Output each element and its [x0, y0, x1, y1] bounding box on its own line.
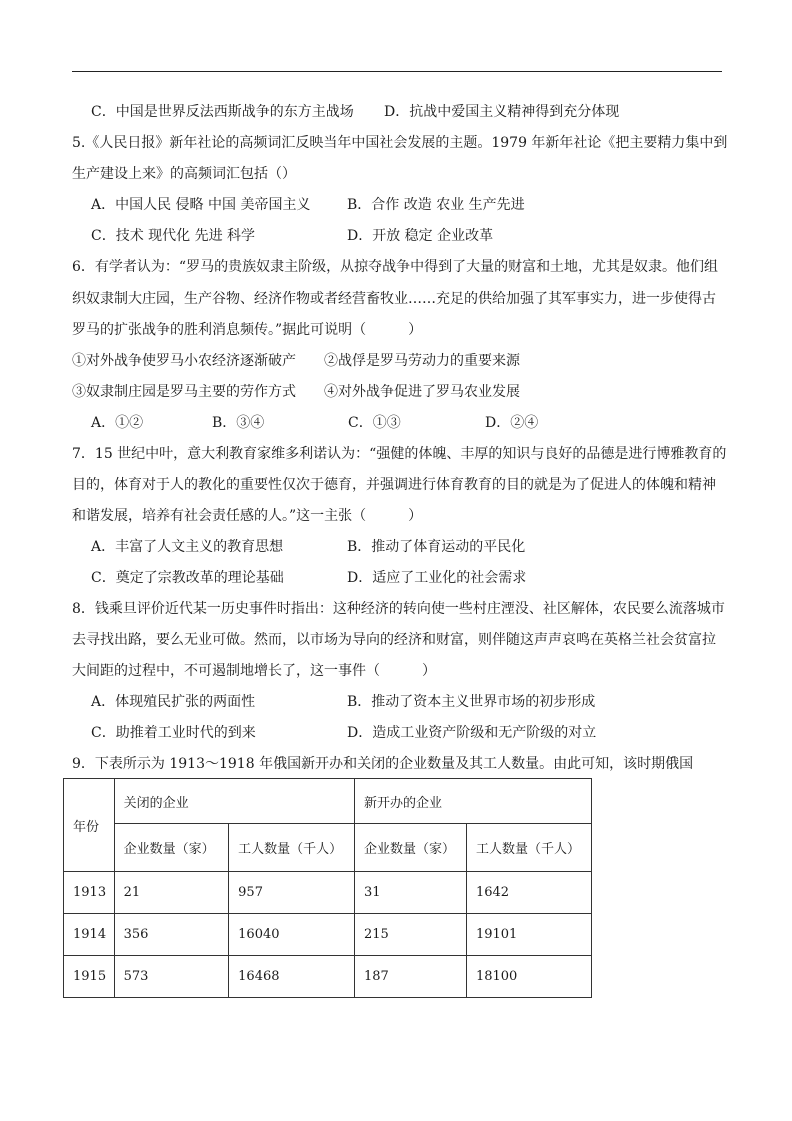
q7-option-c: C．奠定了宗教改革的理论基础 [91, 570, 284, 586]
closed-count: 356 [114, 914, 229, 956]
year-header: 年份 [64, 779, 115, 872]
q8-option-c: C．助推着工业时代的到来 [91, 725, 256, 741]
opened-count-header: 企业数量（家） [354, 824, 466, 872]
q6-stem-line-1: 6．有学者认为：“罗马的贵族奴隶主阶级，从掠夺战争中得到了大量的财富和土地，尤其是奴隶。他们组 [72, 259, 719, 275]
q8-option-a: A．体现殖民扩张的两面性 [91, 694, 256, 710]
opened-workers: 18100 [466, 956, 591, 998]
q7-stem-line-1: 7．15 世纪中叶，意大利教育家维多利诺认为：“强健的体魄、丰厚的知识与良好的品德是进行博雅教育的 [72, 446, 727, 462]
header-rule [72, 71, 722, 72]
q6-item-2: ②战俘是罗马劳动力的重要来源 [324, 353, 520, 369]
closed-count: 21 [114, 872, 229, 914]
q8-option-b: B．推动了资本主义世界市场的初步形成 [347, 694, 596, 710]
enterprise-table [63, 778, 592, 998]
q6-option-a: A．①② [91, 415, 144, 431]
q7-option-d: D．适应了工业化的社会需求 [347, 570, 527, 586]
opened-workers: 1642 [466, 872, 591, 914]
table-header-row [64, 779, 592, 824]
opened-workers: 19101 [466, 914, 591, 956]
q7-option-b: B．推动了体育运动的平民化 [347, 539, 526, 555]
q8-stem-line-2: 去寻找出路，要么无业可做。然而，以市场为导向的经济和财富，则伴随这声声哀鸣在英格兰社会贫富拉 [72, 632, 716, 648]
table-row [64, 956, 592, 998]
opened-enterprises-header: 新开办的企业 [354, 779, 591, 824]
table-subheader-row [64, 824, 592, 872]
q7-option-a: A．丰富了人文主义的教育思想 [91, 539, 284, 555]
q6-option-d: D．②④ [485, 415, 539, 431]
q7-stem-line-2: 目的，体育对于人的教化的重要性仅次于德育，并强调进行体育教育的目的就是为了促进人的体魄和精神 [72, 477, 716, 493]
q5-stem-line-1: 5.《人民日报》新年社论的高频词汇反映当年中国社会发展的主题。1979 年新年社论《把主要精力集中到 [72, 135, 728, 151]
closed-count: 573 [114, 956, 229, 998]
q8-option-d: D．造成工业资产阶级和无产阶级的对立 [347, 725, 597, 741]
q6-item-3: ③奴隶制庄园是罗马主要的劳作方式 [72, 384, 296, 400]
row-year: 1914 [64, 914, 115, 956]
opened-count: 215 [354, 914, 466, 956]
q6-option-b: B．③④ [212, 415, 265, 431]
q6-item-1: ①对外战争使罗马小农经济逐渐破产 [72, 353, 296, 369]
q9-stem-line-1: 9．下表所示为 1913～1918 年俄国新开办和关闭的企业数量及其工人数量。由此可知，该时期俄国 [72, 756, 694, 772]
row-year: 1915 [64, 956, 115, 998]
q6-stem-line-3: 罗马的扩张战争的胜利消息频传。”据此可说明（ ） [72, 322, 423, 338]
closed-count-header: 企业数量（家） [114, 824, 229, 872]
closed-enterprises-header: 关闭的企业 [114, 779, 354, 824]
q6-item-4: ④对外战争促进了罗马农业发展 [324, 384, 520, 400]
q4-option-c: C．中国是世界反法西斯战争的东方主战场 [91, 104, 354, 120]
table-row [64, 872, 592, 914]
q5-option-c: C．技术 现代化 先进 科学 [91, 228, 256, 244]
opened-count: 31 [354, 872, 466, 914]
q4-option-d: D．抗战中爱国主义精神得到充分体现 [384, 104, 620, 120]
table-row [64, 914, 592, 956]
closed-workers-header: 工人数量（千人） [229, 824, 355, 872]
q5-stem-line-2: 生产建设上来》的高频词汇包括（） [72, 166, 296, 182]
q5-option-a: A．中国人民 侵略 中国 美帝国主义 [91, 197, 311, 213]
q5-option-d: D．开放 稳定 企业改革 [347, 228, 494, 244]
opened-workers-header: 工人数量（千人） [466, 824, 591, 872]
closed-workers: 16040 [229, 914, 355, 956]
q7-stem-line-3: 和谐发展，培养有社会责任感的人。”这一主张（ ） [72, 508, 423, 524]
closed-workers: 957 [229, 872, 355, 914]
q8-stem-line-3: 大间距的过程中，不可遏制地增长了，这一事件（ ） [72, 663, 436, 679]
q6-option-c: C．①③ [348, 415, 401, 431]
row-year: 1913 [64, 872, 115, 914]
closed-workers: 16468 [229, 956, 355, 998]
q8-stem-line-1: 8．钱乘旦评价近代某一历史事件时指出：这种经济的转向使一些村庄湮没、社区解体，农民要么流落城市 [72, 601, 725, 617]
q5-option-b: B．合作 改造 农业 生产先进 [347, 197, 525, 213]
opened-count: 187 [354, 956, 466, 998]
q6-stem-line-2: 织奴隶制大庄园，生产谷物、经济作物或者经营畜牧业……充足的供给加强了其军事实力，进一步使得古 [72, 291, 716, 307]
